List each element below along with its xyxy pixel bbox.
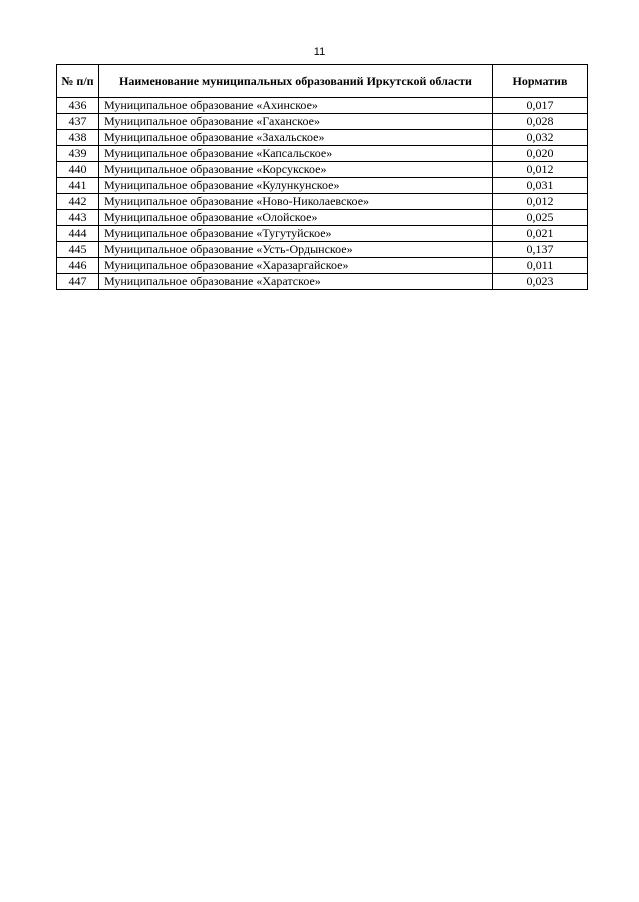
row-municipality-name: Муниципальное образование «Харазаргайское» (99, 258, 493, 274)
row-municipality-name: Муниципальное образование «Ахинское» (99, 98, 493, 114)
table-row (57, 178, 588, 194)
header-norm: Норматив (493, 65, 588, 98)
row-norm-value: 0,025 (493, 210, 588, 226)
row-municipality-name: Муниципальное образование «Кулункунское» (99, 178, 493, 194)
row-norm-value: 0,137 (493, 242, 588, 258)
table-row (57, 242, 588, 258)
row-number: 443 (57, 210, 99, 226)
row-municipality-name: Муниципальное образование «Харатское» (99, 274, 493, 290)
row-municipality-name: Муниципальное образование «Корсукское» (99, 162, 493, 178)
table-row (57, 130, 588, 146)
row-norm-value: 0,021 (493, 226, 588, 242)
row-municipality-name: Муниципальное образование «Капсальское» (99, 146, 493, 162)
header-number: № п/п (57, 65, 99, 98)
row-norm-value: 0,017 (493, 98, 588, 114)
row-number: 438 (57, 130, 99, 146)
row-number: 441 (57, 178, 99, 194)
row-number: 447 (57, 274, 99, 290)
table-row (57, 226, 588, 242)
table-row (57, 258, 588, 274)
row-number: 440 (57, 162, 99, 178)
row-municipality-name: Муниципальное образование «Олойское» (99, 210, 493, 226)
table-row (57, 114, 588, 130)
row-number: 437 (57, 114, 99, 130)
table-row (57, 146, 588, 162)
table-row (57, 98, 588, 114)
row-number: 436 (57, 98, 99, 114)
norms-table (56, 64, 588, 290)
table-header-row (57, 65, 588, 98)
row-norm-value: 0,020 (493, 146, 588, 162)
row-norm-value: 0,023 (493, 274, 588, 290)
row-number: 439 (57, 146, 99, 162)
row-norm-value: 0,031 (493, 178, 588, 194)
row-municipality-name: Муниципальное образование «Тугутуйское» (99, 226, 493, 242)
header-municipality-name: Наименование муниципальных образований Иркутской области (99, 65, 493, 98)
row-norm-value: 0,028 (493, 114, 588, 130)
row-municipality-name: Муниципальное образование «Захальское» (99, 130, 493, 146)
row-number: 444 (57, 226, 99, 242)
row-number: 442 (57, 194, 99, 210)
row-norm-value: 0,012 (493, 194, 588, 210)
table-row (57, 194, 588, 210)
row-norm-value: 0,011 (493, 258, 588, 274)
row-municipality-name: Муниципальное образование «Гаханское» (99, 114, 493, 130)
row-norm-value: 0,012 (493, 162, 588, 178)
row-municipality-name: Муниципальное образование «Ново-Николаевское» (99, 194, 493, 210)
row-municipality-name: Муниципальное образование «Усть-Ордынское» (99, 242, 493, 258)
table-row (57, 162, 588, 178)
row-number: 446 (57, 258, 99, 274)
row-norm-value: 0,032 (493, 130, 588, 146)
row-number: 445 (57, 242, 99, 258)
page-number: 11 (313, 46, 326, 58)
table-row (57, 210, 588, 226)
table-row (57, 274, 588, 290)
